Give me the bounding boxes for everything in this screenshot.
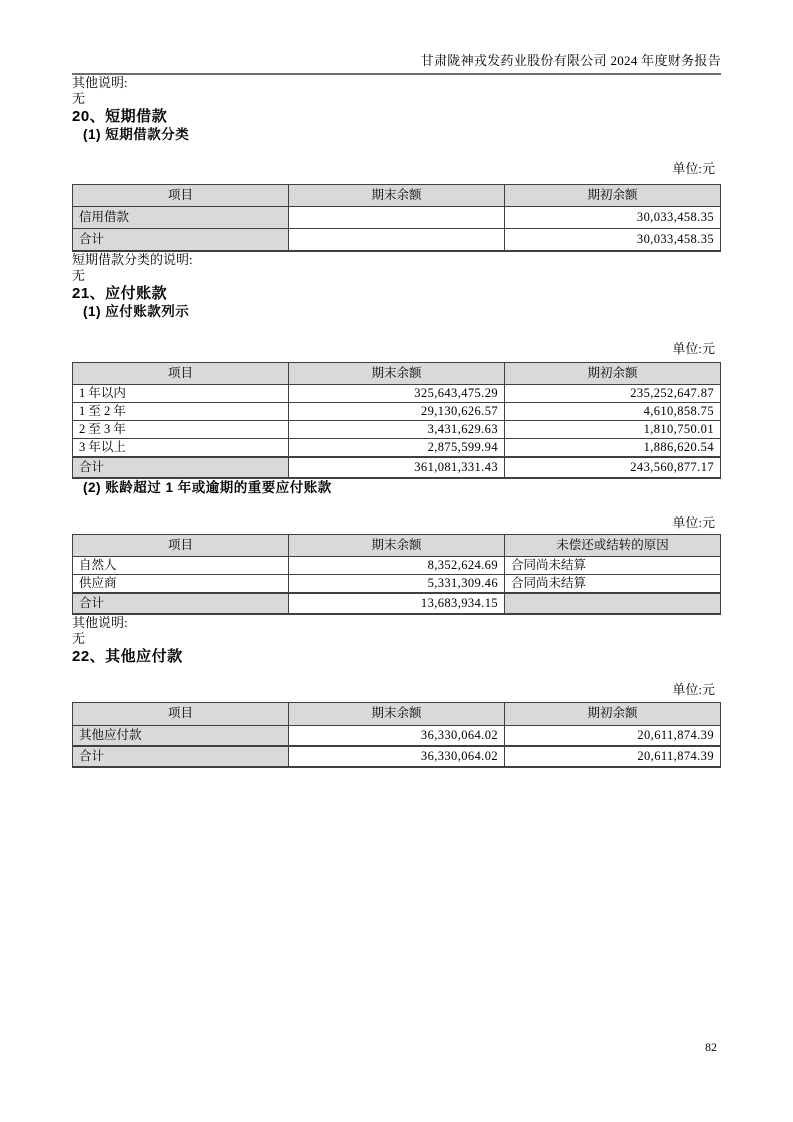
table-total-row <box>73 746 721 767</box>
column-header: 项目 <box>73 702 289 725</box>
table-cell: 13,683,934.15 <box>289 593 505 614</box>
table-cell: 3 年以上 <box>73 438 289 457</box>
table-cell: 合计 <box>73 593 289 614</box>
column-header: 项目 <box>73 534 289 556</box>
important-payables-table <box>72 534 721 615</box>
table-row <box>73 556 721 574</box>
table-cell: 36,330,064.02 <box>289 746 505 767</box>
table-cell: 1 至 2 年 <box>73 402 289 420</box>
table-header-row <box>73 362 721 384</box>
unit-label: 单位:元 <box>672 681 715 697</box>
table-cell: 243,560,877.17 <box>505 457 721 478</box>
other-note-label: 其他说明: <box>72 614 128 630</box>
table-cell: 3,431,629.63 <box>289 420 505 438</box>
table-cell: 36,330,064.02 <box>289 725 505 746</box>
table-cell: 1,810,750.01 <box>505 420 721 438</box>
borrowings-note-value: 无 <box>72 267 86 283</box>
table-header-row <box>73 185 721 207</box>
table-row <box>73 438 721 457</box>
table-cell: 235,252,647.87 <box>505 384 721 402</box>
page-number: 82 <box>705 1040 717 1054</box>
table-cell: 合计 <box>73 746 289 767</box>
other-note-label: 其他说明: <box>72 75 128 90</box>
borrowings-note-label: 短期借款分类的说明: <box>72 251 193 267</box>
table-cell: 20,611,874.39 <box>505 725 721 746</box>
unit-label: 单位:元 <box>672 161 715 176</box>
table-cell <box>289 229 505 251</box>
table-row <box>73 574 721 593</box>
table-row <box>73 207 721 229</box>
table-cell: 其他应付款 <box>73 725 289 746</box>
other-note-value: 无 <box>72 630 86 646</box>
table-cell: 2,875,599.94 <box>289 438 505 457</box>
unit-label: 单位:元 <box>672 340 715 356</box>
table-cell: 合同尚未结算 <box>505 574 721 593</box>
table-cell: 4,610,858.75 <box>505 402 721 420</box>
table-cell: 自然人 <box>73 556 289 574</box>
column-header: 项目 <box>73 185 289 207</box>
column-header: 期末余额 <box>289 185 505 207</box>
accounts-payable-aging-table <box>72 362 721 479</box>
column-header: 期末余额 <box>289 362 505 384</box>
table-cell: 供应商 <box>73 574 289 593</box>
other-note-value: 无 <box>72 91 86 106</box>
table-cell: 1 年以内 <box>73 384 289 402</box>
table-cell: 30,033,458.35 <box>505 207 721 229</box>
table-cell: 合计 <box>73 229 289 251</box>
table-cell: 合同尚未结算 <box>505 556 721 574</box>
table-row <box>73 384 721 402</box>
section-21-heading: 21、应付账款 <box>72 284 168 302</box>
column-header: 期末余额 <box>289 702 505 725</box>
table-cell: 合计 <box>73 457 289 478</box>
column-header: 期初余额 <box>505 702 721 725</box>
table-cell: 29,130,626.57 <box>289 402 505 420</box>
table-cell: 325,643,475.29 <box>289 384 505 402</box>
table-cell <box>505 593 721 614</box>
table-header-row <box>73 702 721 725</box>
section-21-sub1-heading: (1) 应付账款列示 <box>83 303 190 319</box>
table-row <box>73 420 721 438</box>
short-term-borrowings-table <box>72 184 721 252</box>
table-cell: 信用借款 <box>73 207 289 229</box>
section-20-heading: 20、短期借款 <box>72 108 168 125</box>
section-21-sub2-heading: (2) 账龄超过 1 年或逾期的重要应付账款 <box>83 479 332 495</box>
table-cell <box>289 207 505 229</box>
column-header: 期末余额 <box>289 534 505 556</box>
section-22-heading: 22、其他应付款 <box>72 647 183 665</box>
table-total-row <box>73 593 721 614</box>
table-cell: 361,081,331.43 <box>289 457 505 478</box>
column-header: 期初余额 <box>505 185 721 207</box>
other-payables-table <box>72 702 721 769</box>
table-total-row <box>73 229 721 251</box>
table-header-row <box>73 534 721 556</box>
table-cell: 8,352,624.69 <box>289 556 505 574</box>
table-cell: 5,331,309.46 <box>289 574 505 593</box>
column-header: 项目 <box>73 362 289 384</box>
table-cell: 2 至 3 年 <box>73 420 289 438</box>
table-cell: 1,886,620.54 <box>505 438 721 457</box>
table-row <box>73 402 721 420</box>
table-row <box>73 725 721 746</box>
table-cell: 30,033,458.35 <box>505 229 721 251</box>
table-cell: 20,611,874.39 <box>505 746 721 767</box>
column-header: 未偿还或结转的原因 <box>505 534 721 556</box>
report-header-title: 甘肃陇神戎发药业股份有限公司 2024 年度财务报告 <box>420 53 721 68</box>
section-20-sub1-heading: (1) 短期借款分类 <box>83 127 190 142</box>
unit-label: 单位:元 <box>672 514 715 530</box>
table-total-row <box>73 457 721 478</box>
column-header: 期初余额 <box>505 362 721 384</box>
